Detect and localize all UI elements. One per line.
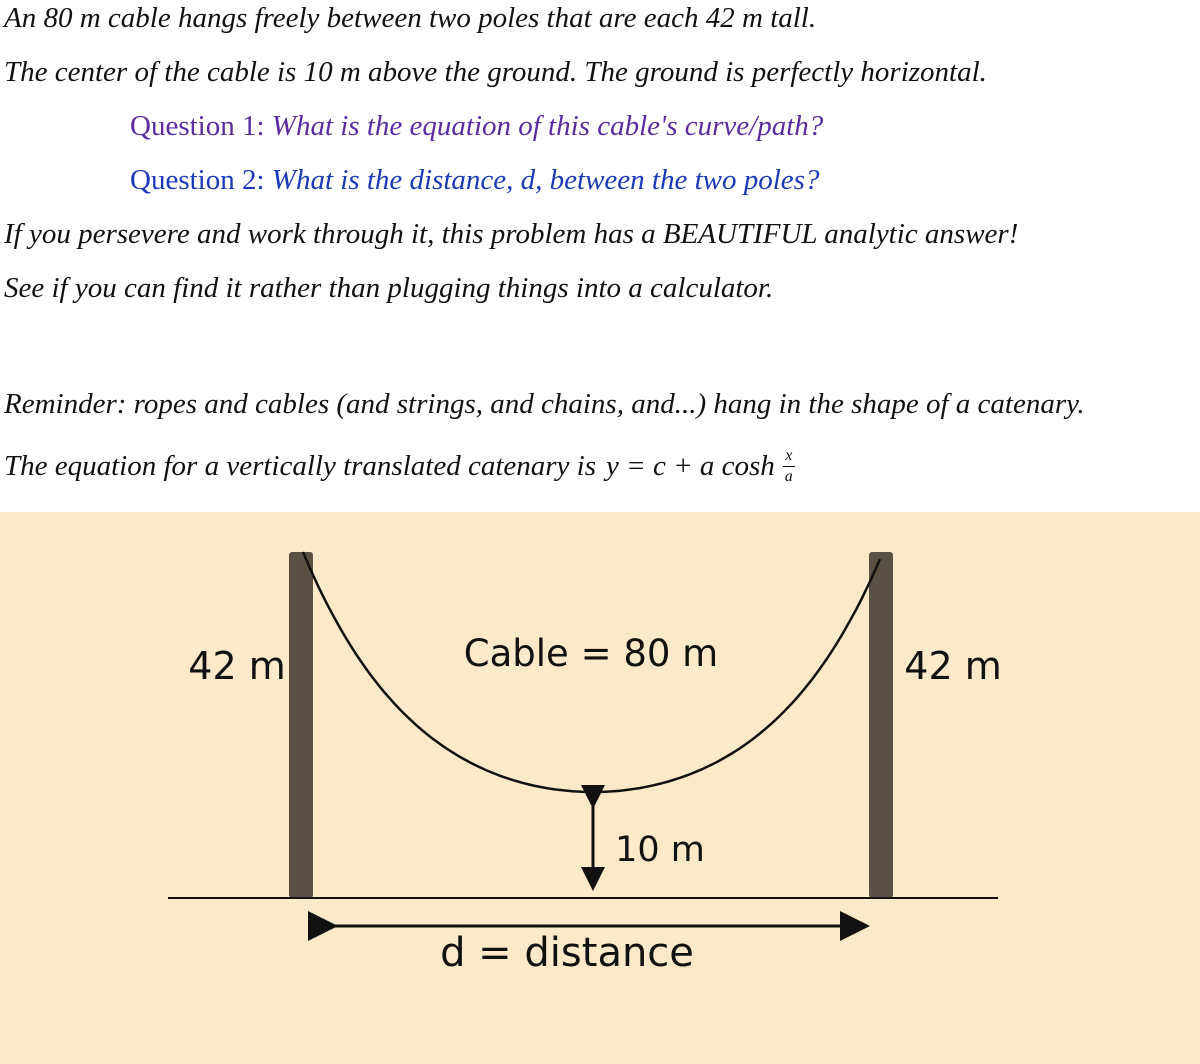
equation-formula: y = c + a cosh [606, 450, 775, 482]
question-1-text: What is the equation of this cable's curve/path? [271, 110, 824, 142]
right-pole [869, 552, 893, 898]
diagram-background [0, 512, 1200, 1064]
intro-line-2: The center of the cable is 10 m above the ground. The ground is perfectly horizontal. [4, 56, 987, 88]
equation-fraction [783, 448, 795, 485]
question-1 [130, 112, 823, 141]
reminder-text: ropes and cables (and strings, and chains, and...) hang in the shape of a catenary. [133, 388, 1085, 420]
encouragement-line-1: If you persevere and work through it, this problem has a BEAUTIFUL analytic answer! [4, 218, 1019, 250]
catenary-diagram [0, 512, 1200, 1064]
fraction-denominator: a [784, 468, 793, 485]
fraction-numerator: x [785, 447, 793, 464]
sag-height-label: 10 m [615, 830, 705, 870]
encouragement-line-2: See if you can find it rather than plugging things into a calculator. [4, 272, 774, 304]
cable-length-label: Cable = 80 m [463, 632, 719, 675]
equation-line [4, 448, 795, 485]
intro-line-1: An 80 m cable hangs freely between two poles that are each 42 m tall. [4, 2, 817, 34]
left-pole [289, 552, 313, 898]
reminder-line [4, 390, 1085, 419]
question-2-text: What is the distance, d, between the two poles? [271, 164, 820, 196]
right-pole-height-label: 42 m [904, 644, 1002, 688]
distance-label: d = distance [440, 930, 694, 976]
question-1-label: Question 1: [130, 110, 265, 142]
question-2 [130, 166, 819, 195]
left-pole-height-label: 42 m [188, 644, 286, 688]
fraction-bar [783, 466, 795, 467]
equation-prefix: The equation for a vertically translated catenary is [4, 450, 596, 482]
question-2-label: Question 2: [130, 164, 265, 196]
reminder-label: Reminder: [4, 388, 127, 420]
